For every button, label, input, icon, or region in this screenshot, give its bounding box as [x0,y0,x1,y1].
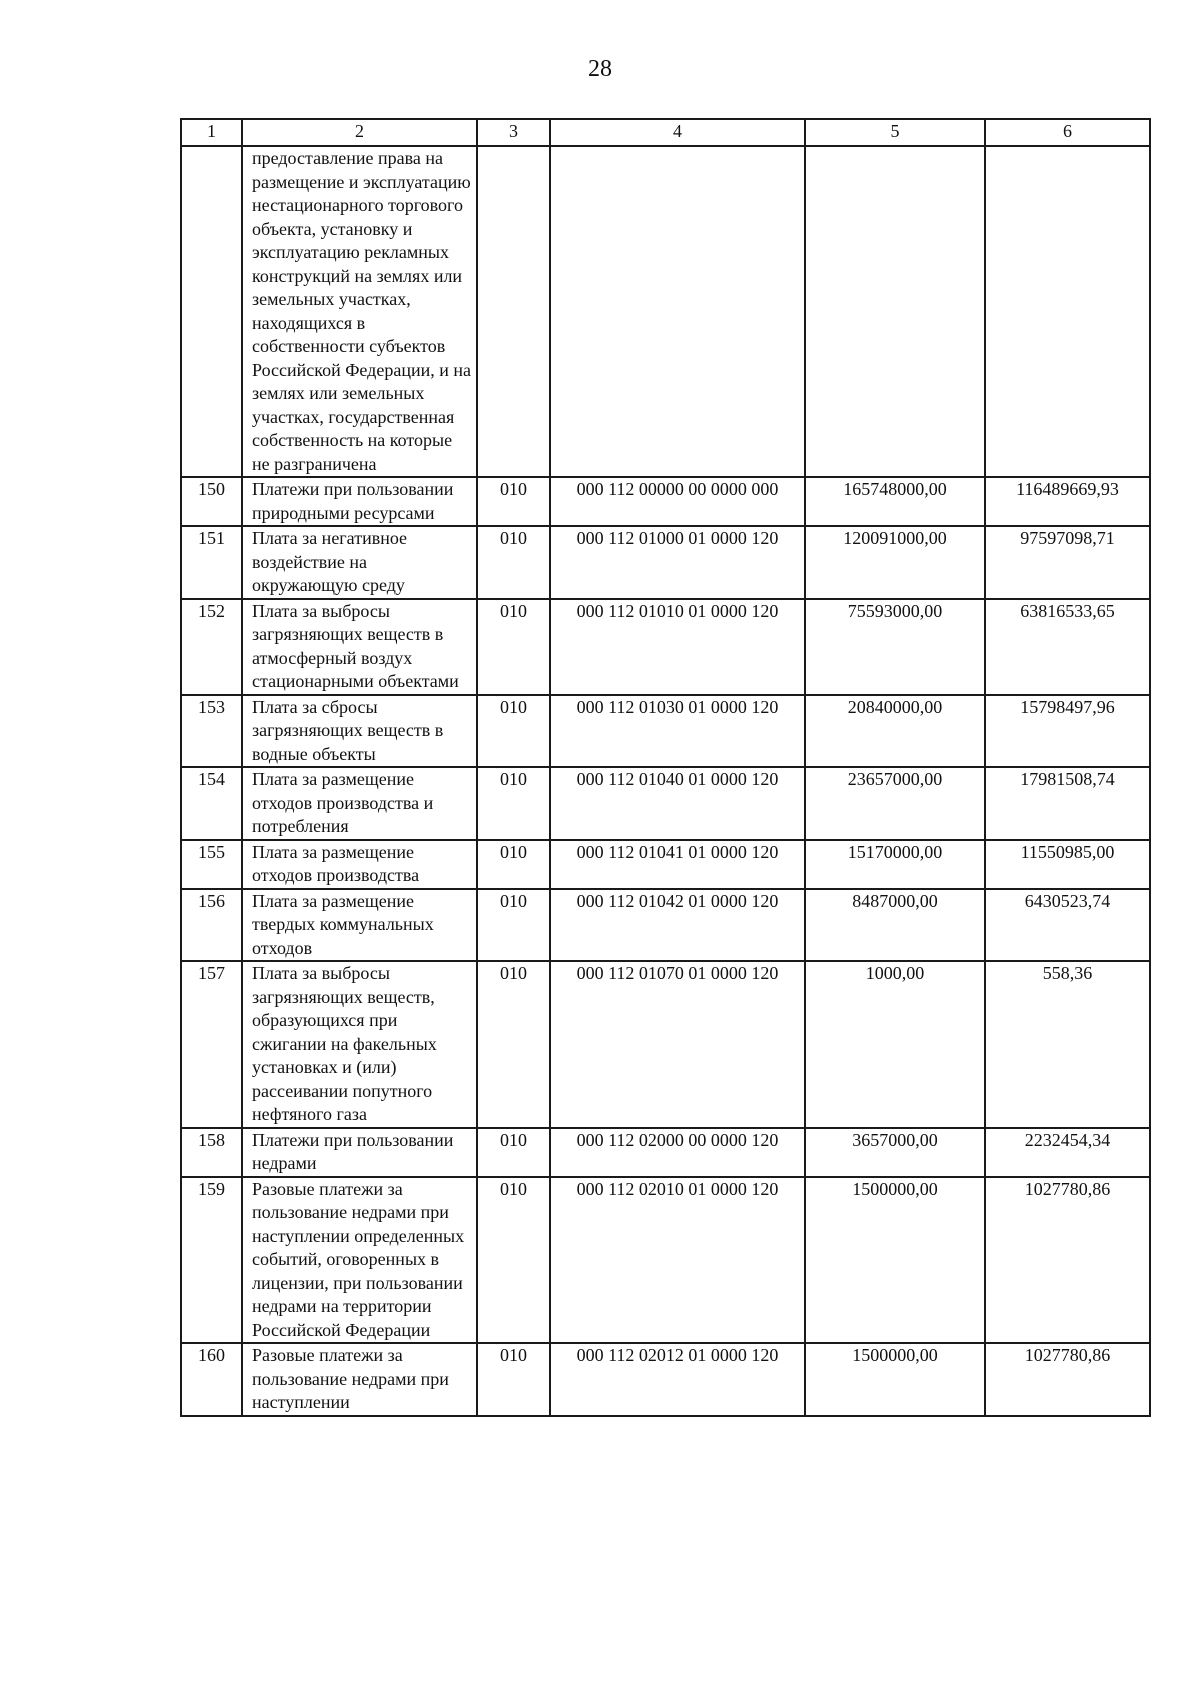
row-executed-amount: 1027780,86 [985,1343,1150,1416]
row-executed-amount: 558,36 [985,961,1150,1128]
row-name: Плата за размещение отходов производства [242,840,477,889]
row-name: Плата за негативное воздействие на окружающую среду [242,526,477,599]
header-col-2: 2 [242,119,477,146]
table-row [181,695,1150,768]
row-number: 152 [181,599,242,695]
row-planned-amount: 3657000,00 [805,1128,985,1177]
row-budget-code: 000 112 01040 01 0000 120 [550,767,805,840]
row-budget-code: 000 112 01041 01 0000 120 [550,840,805,889]
row-number: 150 [181,477,242,526]
row-number: 160 [181,1343,242,1416]
row-planned-amount: 20840000,00 [805,695,985,768]
row-planned-amount: 120091000,00 [805,526,985,599]
header-col-6: 6 [985,119,1150,146]
row-executed-amount: 63816533,65 [985,599,1150,695]
row-planned-amount: 1000,00 [805,961,985,1128]
row-number: 153 [181,695,242,768]
row-budget-code: 000 112 02010 01 0000 120 [550,1177,805,1344]
row-admin-code: 010 [477,695,550,768]
row-name: Плата за размещение твердых коммунальных отходов [242,889,477,962]
budget-table [180,118,1151,1417]
row-number: 156 [181,889,242,962]
header-col-4: 4 [550,119,805,146]
continuation-text: предоставление права на размещение и эксплуатацию нестационарного торгового объекта, установку и эксплуатацию рекламных конструкций на землях или земельных участках, находящихся в собственности субъектов Российской Федерации, и на землях или земельных участках, государственная собственность на которые не разграничена [242,146,477,477]
table-row [181,599,1150,695]
row-executed-amount: 116489669,93 [985,477,1150,526]
row-planned-amount: 75593000,00 [805,599,985,695]
row-executed-amount: 1027780,86 [985,1177,1150,1344]
row-admin-code: 010 [477,1128,550,1177]
row-name: Платежи при пользовании природными ресурсами [242,477,477,526]
row-number: 151 [181,526,242,599]
row-number: 154 [181,767,242,840]
row-executed-amount: 6430523,74 [985,889,1150,962]
table-row [181,767,1150,840]
row-name: Платежи при пользовании недрами [242,1128,477,1177]
row-executed-amount: 15798497,96 [985,695,1150,768]
row-budget-code: 000 112 01070 01 0000 120 [550,961,805,1128]
row-budget-code: 000 112 01042 01 0000 120 [550,889,805,962]
table-row [181,840,1150,889]
row-budget-code: 000 112 01030 01 0000 120 [550,695,805,768]
row-planned-amount: 23657000,00 [805,767,985,840]
table-body [181,146,1150,1416]
row-name: Плата за выбросы загрязняющих веществ в атмосферный воздух стационарными объектами [242,599,477,695]
row-admin-code: 010 [477,889,550,962]
row-number: 158 [181,1128,242,1177]
row-admin-code: 010 [477,840,550,889]
row-number: 157 [181,961,242,1128]
row-admin-code: 010 [477,1343,550,1416]
row-executed-amount: 2232454,34 [985,1128,1150,1177]
row-budget-code: 000 112 02012 01 0000 120 [550,1343,805,1416]
row-name: Плата за выбросы загрязняющих веществ, образующихся при сжигании на факельных установках и (или) рассеивании попутного нефтяного газа [242,961,477,1128]
page-number: 28 [588,56,612,82]
row-name: Плата за размещение отходов производства и потребления [242,767,477,840]
row-executed-amount: 17981508,74 [985,767,1150,840]
row-executed-amount: 11550985,00 [985,840,1150,889]
row-name: Плата за сбросы загрязняющих веществ в водные объекты [242,695,477,768]
row-executed-amount: 97597098,71 [985,526,1150,599]
row-budget-code: 000 112 00000 00 0000 000 [550,477,805,526]
row-planned-amount: 15170000,00 [805,840,985,889]
header-col-1: 1 [181,119,242,146]
table-row [181,889,1150,962]
table-row [181,477,1150,526]
row-name: Разовые платежи за пользование недрами при наступлении определенных событий, оговоренных в лицензии, при пользовании недрами на территории Российской Федерации [242,1177,477,1344]
row-planned-amount: 1500000,00 [805,1343,985,1416]
row-admin-code: 010 [477,1177,550,1344]
row-name: Разовые платежи за пользование недрами при наступлении [242,1343,477,1416]
header-row [181,119,1150,146]
row-planned-amount: 8487000,00 [805,889,985,962]
row-admin-code: 010 [477,961,550,1128]
row-budget-code: 000 112 01000 01 0000 120 [550,526,805,599]
row-admin-code: 010 [477,526,550,599]
table-row [181,1177,1150,1344]
table-row [181,961,1150,1128]
table-row [181,526,1150,599]
row-planned-amount: 165748000,00 [805,477,985,526]
continuation-code-cell [550,146,805,477]
table-row [181,1343,1150,1416]
continuation-planned-cell [805,146,985,477]
row-admin-code: 010 [477,767,550,840]
row-planned-amount: 1500000,00 [805,1177,985,1344]
continuation-admin-cell [477,146,550,477]
row-admin-code: 010 [477,599,550,695]
row-budget-code: 000 112 02000 00 0000 120 [550,1128,805,1177]
row-number: 159 [181,1177,242,1344]
table-row [181,1128,1150,1177]
row-admin-code: 010 [477,477,550,526]
row-number: 155 [181,840,242,889]
table-header [181,119,1150,146]
row-budget-code: 000 112 01010 01 0000 120 [550,599,805,695]
continuation-executed-cell [985,146,1150,477]
continuation-num-cell [181,146,242,477]
header-col-3: 3 [477,119,550,146]
continuation-row [181,146,1150,477]
header-col-5: 5 [805,119,985,146]
